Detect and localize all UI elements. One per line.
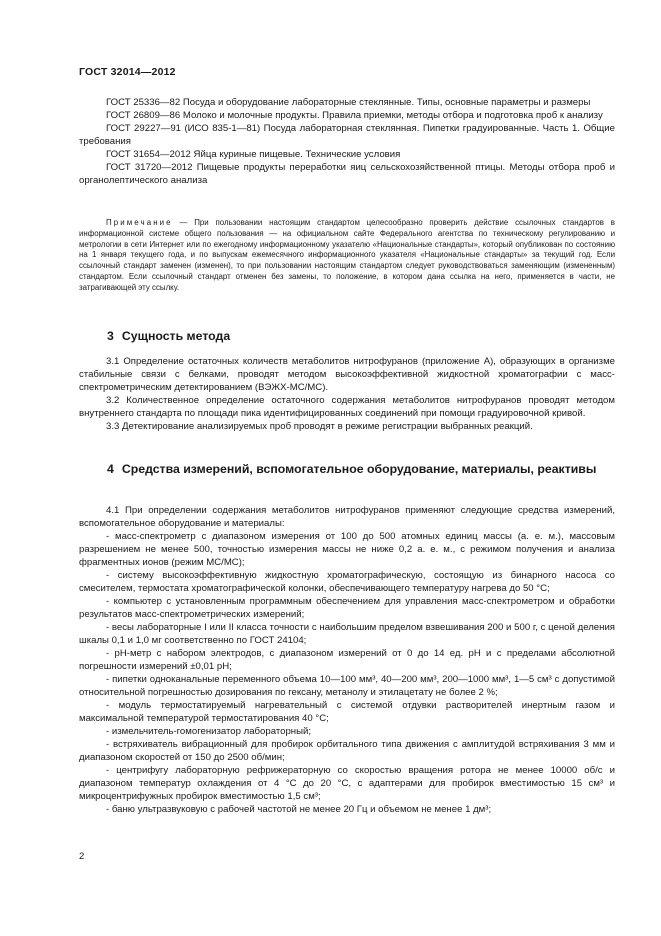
equipment-item: - весы лабораторные I или II класса точности с наибольшим пределом взвешивания 200 и 500 г, с ценой деления шкалы 0,1 и 1,0 мг соответственно по ГОСТ 24104;	[79, 622, 615, 646]
note-block	[79, 218, 615, 294]
section-3-number: 3	[107, 329, 114, 343]
reference-item: ГОСТ 25336—82 Посуда и оборудование лабораторные стеклянные. Типы, основные параметры и размеры	[106, 97, 591, 108]
equipment-item: - измельчитель-гомогенизатор лабораторный;	[106, 726, 312, 737]
equipment-item: - баню ультразвуковую с рабочей частотой не менее 20 Гц и объемом не менее 1 дм³;	[106, 804, 492, 815]
page-number: 2	[79, 851, 85, 862]
section-3-paragraph: 3.2 Количественное определение остаточного содержания метаболитов нитрофуранов проводят методом внутреннего стандарта по площади пика идентифицированных соединений при помощи градуировочной кривой.	[79, 395, 615, 419]
section-3-paragraph: 3.1 Определение остаточных количеств метаболитов нитрофуранов (приложение А), образующих в организме стабильные связи с белками, проводят методом высокоэффективной жидкостной хроматографии с масс-спектрометрическим детектированием (ВЭЖХ-МС/МС).	[79, 356, 615, 393]
reference-item: ГОСТ 31654—2012 Яйца куриные пищевые. Технические условия	[106, 149, 401, 160]
section-4-number: 4	[107, 462, 114, 476]
equipment-item: - пипетки одноканальные переменного объема 10—100 мм³, 40—200 мм³, 200—1000 мм³, 1—5 см³ с допустимой относительной погрешностью дозирования по гексану, метанолу и этилацетату не более 2 %;	[79, 674, 615, 698]
reference-item: ГОСТ 26809—86 Молоко и молочные продукты. Правила приемки, методы отбора и подготовка проб к анализу	[106, 110, 603, 121]
equipment-item: - рН-метр с набором электродов, с диапазоном измерений от 0 до 14 ед. рН и с пределами абсолютной погрешности измерений ±0,01 рН;	[79, 648, 615, 672]
section-3-title: Сущность метода	[121, 329, 231, 343]
section-4-intro: 4.1 При определении содержания метаболитов нитрофуранов применяют следующие средства измерений, вспомогательное оборудование и материалы:	[79, 505, 615, 529]
section-4-title: Средства измерений, вспомогательное оборудование, материалы, реактивы	[121, 462, 597, 476]
section-4-body	[79, 504, 615, 816]
section-4-heading	[107, 462, 607, 477]
section-3-heading	[107, 329, 607, 344]
equipment-item: - центрифугу лабораторную рефрижераторную со скоростью вращения ротора не менее 10000 об/с и диапазоном температур охлаждения от 4 °C до 20 °C, с адаптерами для пробирок вместимостью 15 см³ и микроцентрифужных пробирок вместимостью 1,5 см³;	[79, 765, 615, 802]
equipment-item: - масс-спектрометр с диапазоном измерения от 100 до 500 атомных единиц массы (а. е. м.), массовым разрешением не менее 500, точностью измерения массы не ниже 0,2 а. е. м., с режимом получения и анализа фрагментных ионов (режим МС/МС);	[79, 531, 615, 568]
note-text: — При пользовании настоящим стандартом целесообразно проверить действие ссылочных стандартов в информационной системе общего пользования — на официальном сайте Федерального агентства по техническому регулированию и метрологии в сети Интернет или по ежегодному информационному указателю «Национальные стандарты», который опубликован по состоянию на 1 января текущего года, и по выпускам ежемесячного информационного указателя «Национальные стандарты» за текущий год. Если ссылочный стандарт заменен (изменен), то при пользовании настоящим стандартом следует руководствоваться заменяющим (измененным) стандартом. Если ссылочный стандарт отменен без замены, то положение, в котором дана ссылка на него, применяется в части, не затрагивающей эту ссылку.	[79, 218, 615, 292]
equipment-item: - модуль термостатируемый нагревательный с системой отдувки растворителей инертным газом и максимальной температурой термостатирования 40 °C;	[79, 700, 615, 724]
references-list	[79, 96, 615, 187]
equipment-item: - компьютер с установленным программным обеспечением для управления масс-спектрометром и обработки результатов масс-спектрометрических измерений;	[79, 596, 615, 620]
reference-item: ГОСТ 29227—91 (ИСО 835-1—81) Посуда лабораторная стеклянная. Пипетки градуированные. Часть 1. Общие требования	[79, 123, 615, 147]
equipment-item: - систему высокоэффективную жидкостную хроматографическую, состоящую из бинарного насоса со смесителем, термостата хроматографической колонки, обеспечивающего температуру нагрева до 50 °C;	[79, 570, 615, 594]
section-3-paragraph: 3.3 Детектирование анализируемых проб проводят в режиме регистрации выбранных реакций.	[106, 421, 533, 432]
page-header-title: ГОСТ 32014—2012	[79, 66, 176, 78]
section-3-body	[79, 355, 615, 433]
equipment-item: - встряхиватель вибрационный для пробирок орбитального типа движения с амплитудой встряхивания 3 мм и диапазоном скоростей от 150 до 2500 об/мин;	[79, 739, 615, 763]
reference-item: ГОСТ 31720—2012 Пищевые продукты переработки яиц сельскохозяйственной птицы. Методы отбора проб и органолептического анализа	[79, 162, 615, 186]
note-label: Примечание	[106, 218, 173, 227]
